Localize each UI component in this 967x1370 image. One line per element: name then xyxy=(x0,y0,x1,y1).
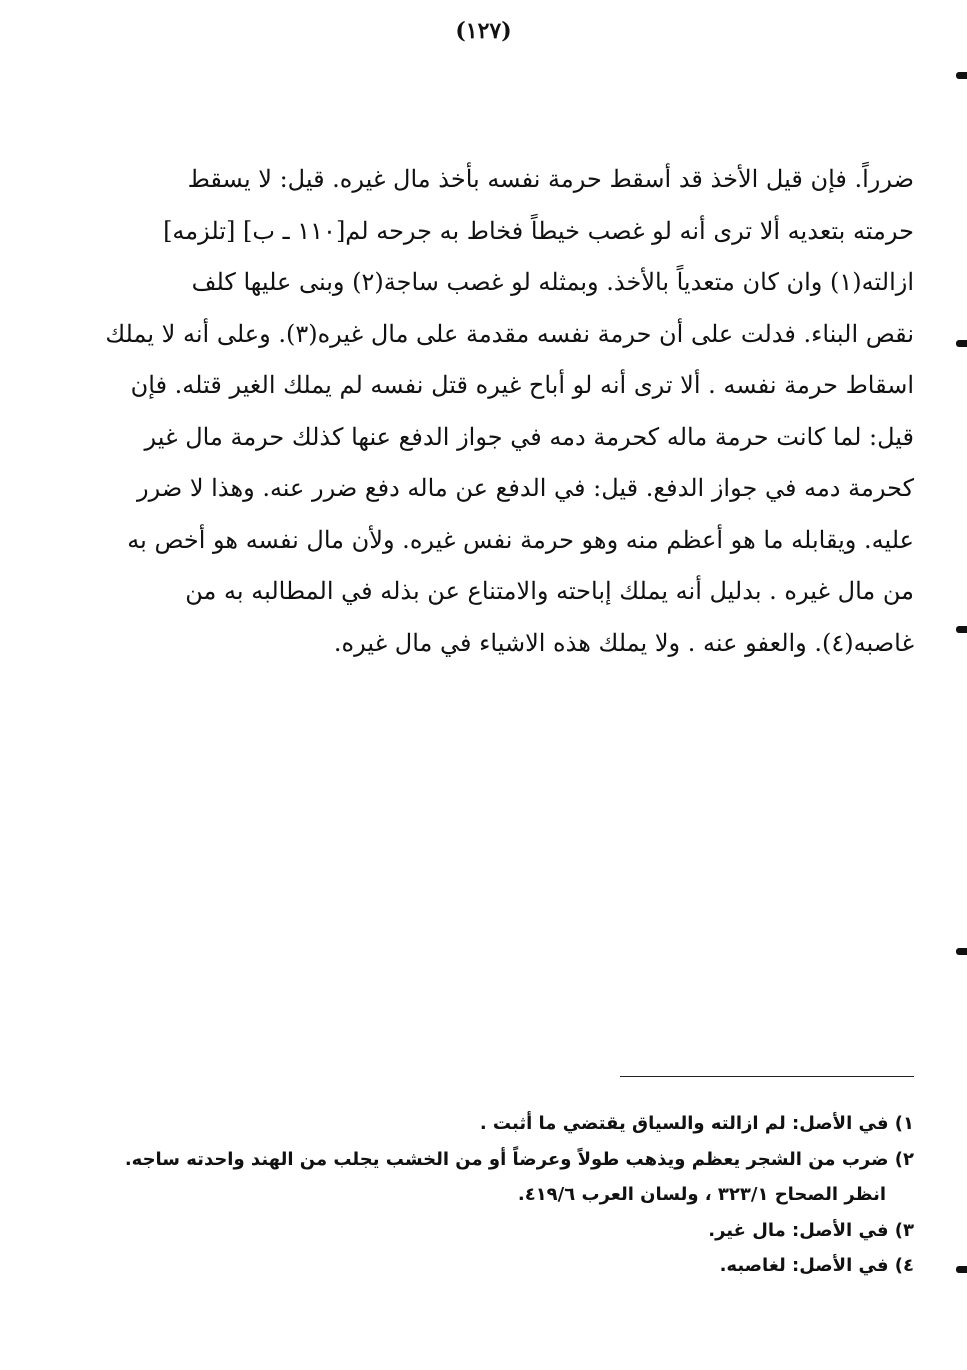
scan-margin-mark xyxy=(956,948,967,955)
footnotes xyxy=(100,1106,914,1284)
main-text xyxy=(92,154,914,669)
text-line: كحرمة دمه في جواز الدفع. قيل: في الدفع عن ماله دفع ضرر عنه. وهذا لا ضرر xyxy=(137,474,914,502)
footnote-1: ١) في الأصل: لم ازالته والسياق يقتضي ما أثبت . xyxy=(479,1113,914,1134)
footnote-separator xyxy=(620,1076,914,1077)
text-line: اسقاط حرمة نفسه . ألا ترى أنه لو أباح غيره قتل نفسه لم يملك الغير قتله. فإن xyxy=(130,371,914,399)
text-line: ضرراً. فإن قيل الأخذ قد أسقط حرمة نفسه بأخذ مال غيره. قيل: لا يسقط xyxy=(187,165,914,193)
text-line: حرمته بتعديه ألا ترى أنه لو غصب خيطاً فخاط به جرحه لم[١١٠ ـ ب] [تلزمه] xyxy=(163,216,914,245)
footnote-4: ٤) في الأصل: لغاصبه. xyxy=(719,1255,914,1276)
text-line: نقص البناء. فدلت على أن حرمة نفسه مقدمة على مال غيره(٣). وعلى أنه لا يملك xyxy=(105,319,914,348)
scan-margin-mark xyxy=(956,1266,967,1273)
text-line: من مال غيره . بدليل أنه يملك إباحته والامتناع عن بذله في المطالبه به من xyxy=(185,577,914,605)
footnote-2-continuation: انظر الصحاح ٣٢٣/١ ، ولسان العرب ٤١٩/٦. xyxy=(517,1184,886,1205)
scan-margin-mark xyxy=(956,626,967,633)
text-line: عليه. ويقابله ما هو أعظم منه وهو حرمة نفس غيره. ولأن مال نفسه هو أخص به xyxy=(127,525,914,554)
scan-margin-mark xyxy=(956,340,967,347)
page-number: (١٢٧) xyxy=(455,18,512,44)
text-line: غاصبه(٤). والعفو عنه . ولا يملك هذه الاشياء في مال غيره. xyxy=(333,628,914,657)
footnote-2: ٢) ضرب من الشجر يعظم ويذهب طولاً وعرضاً أو من الخشب يجلب من الهند واحدته ساجه. xyxy=(124,1148,914,1170)
footnote-3: ٣) في الأصل: مال غير. xyxy=(708,1219,914,1241)
text-line: قيل: لما كانت حرمة ماله كحرمة دمه في جواز الدفع عنها كذلك حرمة مال غير xyxy=(144,422,914,451)
scan-margin-mark xyxy=(956,72,967,79)
text-line: ازالته(١) وان كان متعدياً بالأخذ. وبمثله لو غصب ساجة(٢) وبنى عليها كلف xyxy=(191,268,914,296)
